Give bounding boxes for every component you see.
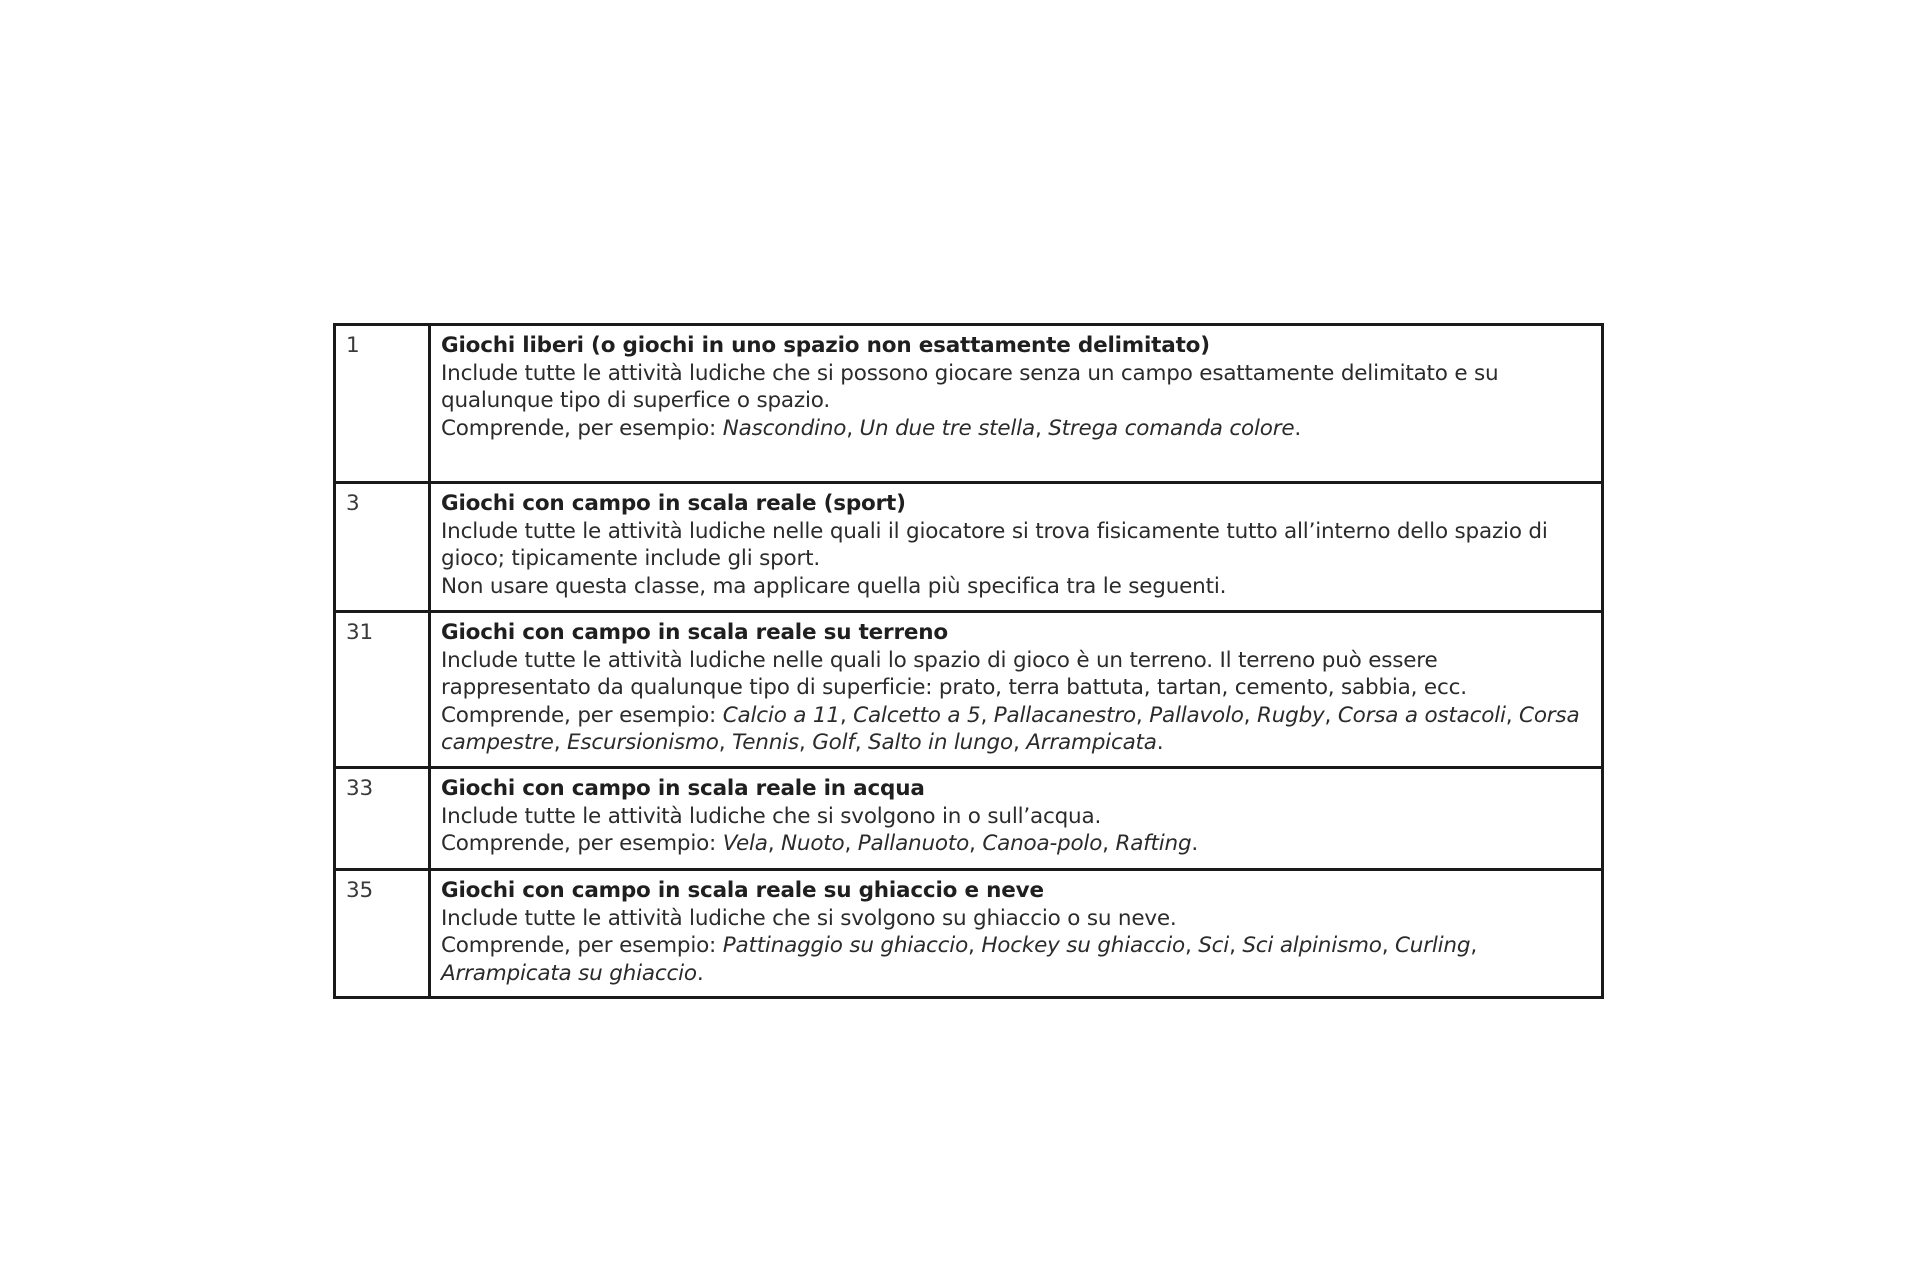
class-code: 31 (335, 612, 430, 768)
examples-prefix: Comprende, per esempio: (441, 702, 723, 728)
class-examples: Comprende, per esempio: Nascondino, Un due tre stella, Strega comanda colore. (441, 415, 1302, 441)
example-item: Sci alpinismo (1242, 933, 1382, 958)
example-item: Tennis (731, 730, 799, 755)
example-item: Golf (812, 730, 855, 755)
example-item: Vela (722, 831, 768, 856)
class-code: 1 (335, 325, 430, 483)
example-item: Pallacanestro (993, 702, 1136, 728)
table-row (335, 612, 1603, 768)
example-item: Pallavolo (1149, 702, 1244, 728)
examples-prefix: Comprende, per esempio: (441, 415, 723, 441)
classification-table-frame (333, 323, 1604, 999)
example-item: Nascondino (722, 415, 847, 441)
example-item: Salto in lungo (868, 730, 1013, 755)
class-title: Giochi con campo in scala reale su terreno (441, 620, 948, 645)
example-item: Un due tre stella (859, 415, 1035, 441)
class-description: Include tutte le attività ludiche che si svolgono su ghiaccio o su neve. (441, 905, 1177, 931)
table-row (335, 870, 1603, 998)
example-item: Hockey su ghiaccio (981, 933, 1185, 958)
table-row (335, 325, 1603, 483)
class-code: 35 (335, 870, 430, 998)
table-row (335, 483, 1603, 612)
example-item: Calcetto a 5 (853, 702, 981, 728)
examples-prefix: Comprende, per esempio: (441, 933, 723, 958)
classification-table (333, 323, 1604, 999)
class-title: Giochi liberi (o giochi in uno spazio non esattamente delimitato) (441, 333, 1210, 358)
example-item: Rafting (1115, 831, 1192, 856)
examples-prefix: Comprende, per esempio: (441, 831, 723, 856)
example-item: Strega comanda colore (1048, 415, 1295, 441)
class-examples: Comprende, per esempio: Vela, Nuoto, Pallanuoto, Canoa-polo, Rafting. (441, 831, 1199, 856)
example-item: Corsa a ostacoli (1337, 702, 1506, 728)
class-description-cell (430, 325, 1603, 483)
class-description-cell (430, 870, 1603, 998)
class-description-cell (430, 768, 1603, 870)
table-row (335, 768, 1603, 870)
example-item: Sci (1198, 933, 1230, 958)
class-examples: Comprende, per esempio: Calcio a 11, Calcetto a 5, Pallacanestro, Pallavolo, Rugby, Corsa a ostacoli, Corsa campestre, Escursionismo, Tennis, Golf, Salto in lungo, Arrampicata. (441, 702, 1580, 755)
class-code: 33 (335, 768, 430, 870)
example-item: Nuoto (781, 831, 845, 856)
class-title: Giochi con campo in scala reale in acqua (441, 776, 925, 801)
example-item: Arrampicata su ghiaccio (441, 960, 697, 986)
example-item: Corsa campestre (441, 702, 1580, 755)
example-item: Curling (1395, 933, 1471, 958)
example-item: Canoa-polo (982, 831, 1103, 856)
class-description: Include tutte le attività ludiche che si possono giocare senza un campo esattamente delimitato e su qualunque tipo di superfice o spazio. (441, 360, 1499, 413)
class-description: Include tutte le attività ludiche che si svolgono in o sull’acqua. (441, 803, 1102, 829)
example-item: Rugby (1256, 702, 1325, 728)
class-description: Include tutte le attività ludiche nelle quali lo spazio di gioco è un terreno. Il terreno può essere rappresentato da qualunque tipo di superficie: prato, terra battuta, tartan, cemento, sabbia, ecc. (441, 647, 1467, 700)
example-item: Escursionismo (567, 730, 719, 755)
class-title: Giochi con campo in scala reale su ghiaccio e neve (441, 878, 1044, 903)
example-item: Pallanuoto (857, 831, 970, 856)
example-item: Pattinaggio su ghiaccio (722, 933, 969, 958)
class-examples: Comprende, per esempio: Pattinaggio su ghiaccio, Hockey su ghiaccio, Sci, Sci alpinismo, Curling, Arrampicata su ghiaccio. (441, 933, 1477, 986)
class-description-cell (430, 612, 1603, 768)
class-description-cell (430, 483, 1603, 612)
class-usage-note: Non usare questa classe, ma applicare quella più specifica tra le seguenti. (441, 573, 1227, 599)
class-description: Include tutte le attività ludiche nelle quali il giocatore si trova fisicamente tutto all’interno dello spazio di gioco; tipicamente include gli sport. (441, 518, 1548, 571)
example-item: Arrampicata (1026, 730, 1157, 755)
example-item: Calcio a 11 (722, 702, 840, 728)
class-code: 3 (335, 483, 430, 612)
class-title: Giochi con campo in scala reale (sport) (441, 491, 906, 516)
